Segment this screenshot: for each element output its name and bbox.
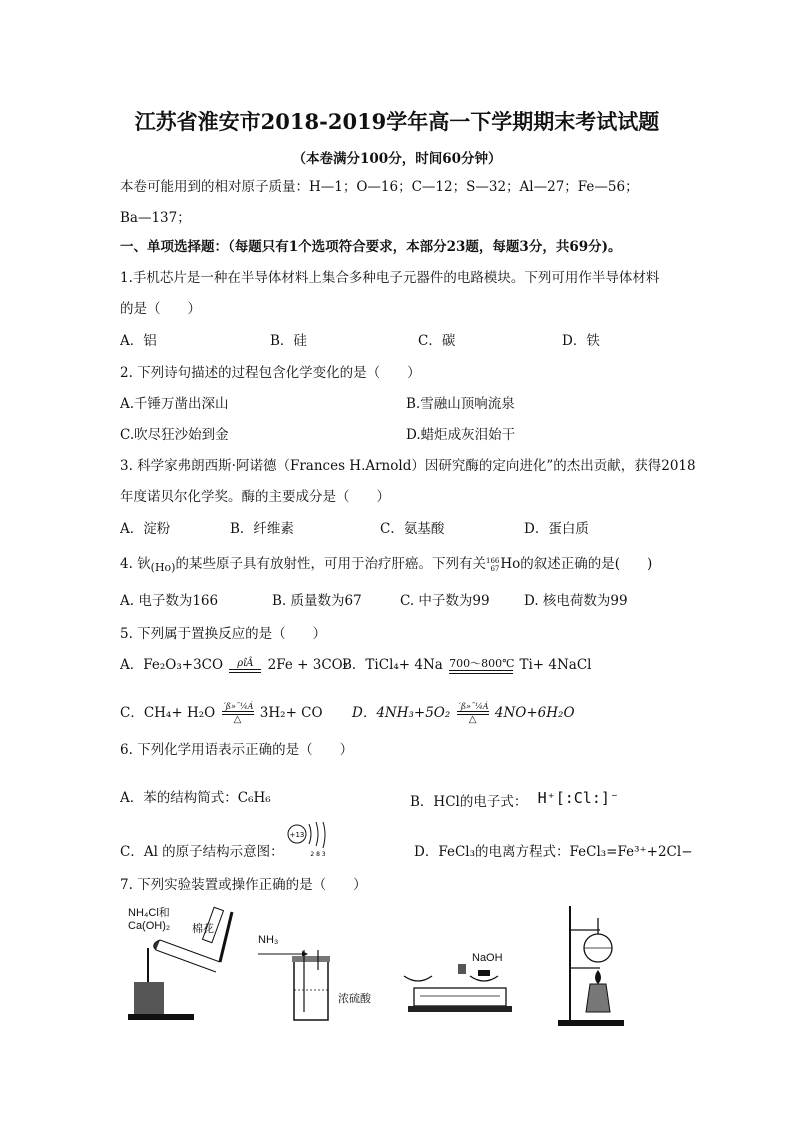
- q5-a-reactants: A．Fe₂O₃+3CO: [120, 657, 224, 673]
- q5-option-a: [120, 656, 348, 674]
- q4-stem-pre: 4. 钬: [120, 556, 151, 572]
- q5-option-b: [342, 656, 591, 674]
- q4-stem-post: 的叙述正确的是( ): [520, 556, 653, 572]
- app1-label-reagent1: NH₄Cl和: [128, 907, 170, 919]
- q5-d-condition: ´ß»¯¼Á: [456, 702, 489, 711]
- right-pan: [470, 976, 498, 981]
- q4-nuclide-numbers: [486, 557, 499, 573]
- bottle-stopper: [292, 956, 330, 962]
- shell-arc-1: [309, 824, 311, 844]
- shell-arc-3: [323, 822, 325, 848]
- tube-bottom-cap: [154, 940, 160, 950]
- atomic-mass-line-2: Ba—137；: [120, 210, 191, 226]
- q6-stem: 6. 下列化学用语表示正确的是（ ）: [120, 742, 354, 758]
- q5-a-products: 2Fe + 3CO₂: [267, 657, 349, 673]
- q5-b-reactants: B．TiCl₄+ 4Na: [342, 657, 443, 673]
- app1-label-reagent2: Ca(OH)₂: [128, 920, 171, 932]
- q5-option-c: [120, 702, 323, 725]
- app2-label-gas: NH₃: [258, 934, 279, 946]
- page-title: 江苏省淮安市2018-2019学年高一下学期期末考试试题: [134, 109, 660, 134]
- q5-option-d: [352, 702, 575, 725]
- app3-label-naoh: NaOH: [472, 952, 503, 964]
- q2-stem: 2. 下列诗句描述的过程包含化学变化的是（ ）: [120, 365, 421, 381]
- apparatus-separatory-stand: [548, 900, 628, 1030]
- section-heading: 一、单项选择题：（每题只有1个选项符合要求，本部分23题，每题3分，共69分)。: [120, 239, 622, 255]
- q7-stem: 7. 下列实验装置或操作正确的是（ ）: [120, 877, 367, 893]
- q5-d-arrow: [457, 702, 489, 725]
- naoh-sample: [478, 970, 490, 976]
- balance-foot: [408, 1006, 512, 1012]
- al-shell-electrons: 2 8 3: [310, 851, 326, 858]
- apparatus-ammonia-generation: [120, 900, 260, 1030]
- q4-ho-paren: (Ho): [150, 561, 176, 574]
- q4-stem: [120, 555, 652, 577]
- q4-stem-mid: 的某些原子具有放射性，可用于治疗肝癌。下列有关: [175, 556, 486, 572]
- q1-option-b: B．硅: [270, 333, 307, 349]
- q5-c-arrow: [222, 702, 254, 725]
- q5-b-equals: [449, 670, 513, 674]
- q3-stem-line1: 3. 科学家弗朗西斯·阿诺德（Frances H.Arnold）因研究酶的定向进化”的杰出贡献，获得2018: [120, 458, 696, 474]
- alcohol-lamp-right: [586, 984, 610, 1012]
- apparatus-gas-washing-bottle: [258, 900, 388, 1030]
- stand-base: [128, 1014, 194, 1020]
- q3-option-a: A．淀粉: [120, 521, 171, 537]
- delivery-tube: [220, 912, 232, 962]
- balance-base: [414, 988, 506, 1006]
- q4-mass-number: 166: [485, 556, 500, 565]
- alcohol-lamp: [134, 982, 164, 1014]
- lamp-flame: [595, 970, 601, 984]
- al-atomic-structure-diagram: [285, 818, 335, 858]
- q3-option-c: C．氨基酸: [380, 521, 445, 537]
- q5-d-reactants: D．4NH₃+5O₂: [352, 705, 451, 721]
- test-tube-bottom: [156, 950, 216, 972]
- q5-c-heat: △: [233, 714, 242, 725]
- q5-d-heat: △: [468, 714, 477, 725]
- q1-option-d: D．铁: [562, 333, 600, 349]
- left-pan: [404, 976, 432, 981]
- q5-b-products: Ti+ 4NaCl: [519, 657, 592, 673]
- q5-b-arrow: [449, 658, 513, 674]
- q4-option-a: A. 电子数为166: [120, 593, 219, 609]
- q5-c-condition: ´ß»¯¼Á: [221, 702, 254, 711]
- q6-b-electron-formula: H⁺[:Cl:]⁻: [537, 789, 619, 807]
- q4-option-b: B. 质量数为67: [272, 593, 362, 609]
- page-subtitle: （本卷满分100分，时间60分钟）: [292, 151, 502, 167]
- pan-support: [458, 964, 466, 974]
- q3-option-b: B．纤维素: [230, 521, 294, 537]
- q1-stem-line2: 的是（ ）: [120, 301, 201, 317]
- q4-symbol: Ho: [500, 556, 521, 572]
- apparatus-balance: [400, 900, 530, 1030]
- q6-c-text: C．Al 的原子结构示意图：: [120, 844, 284, 860]
- q6-option-d: D．FeCl₃的电离方程式：FeCl₃=Fe³⁺+2Cl−: [414, 844, 693, 860]
- app1-label-cotton: 棉花: [192, 923, 214, 935]
- shell-arc-2: [316, 822, 318, 846]
- q6-option-c: [120, 843, 284, 861]
- q3-stem-line2: 年度诺贝尔化学奖。酶的主要成分是（ ）: [120, 489, 390, 505]
- q1-stem-line1: 1.手机芯片是一种在半导体材料上集合多种电子元器件的电路模块。下列可用作半导体材料: [120, 270, 660, 286]
- q1-option-c: C．碳: [418, 333, 456, 349]
- stand-base: [558, 1020, 624, 1026]
- q5-a-arrow: [229, 659, 261, 673]
- q4-option-c: C. 中子数为99: [400, 593, 490, 609]
- q6-b-text: B．HCl的电子式：: [410, 794, 528, 810]
- q2-option-d: D.蜡炬成灰泪始干: [406, 427, 516, 443]
- q4-atomic-number: 67: [490, 564, 500, 573]
- q6-option-b: [410, 789, 619, 811]
- q2-option-a: A.千锤万凿出深山: [120, 396, 229, 412]
- q4-option-d: D. 核电荷数为99: [524, 593, 628, 609]
- al-nucleus-label: +13: [289, 831, 305, 839]
- q5-stem: 5. 下列属于置换反应的是（ ）: [120, 626, 327, 642]
- q5-d-products: 4NO+6H₂O: [494, 705, 575, 721]
- q5-c-products: 3H₂+ CO: [259, 705, 323, 721]
- q3-option-d: D．蛋白质: [524, 521, 589, 537]
- q2-option-b: B.雪融山顶响流泉: [406, 396, 515, 412]
- atomic-mass-line-1: 本卷可能用到的相对原子质量：H—1；O—16；C—12；S—32；Al—27；Fe—56；: [120, 179, 639, 195]
- q2-option-c: C.吹尽狂沙始到金: [120, 427, 229, 443]
- q6-option-a: A．苯的结构简式：C₆H₆: [120, 790, 271, 806]
- q5-a-condition: ρîÂ: [237, 657, 254, 669]
- app2-label-acid: 浓硫酸: [338, 993, 371, 1005]
- q5-b-condition: 700～800℃: [449, 656, 515, 670]
- test-tube-top: [160, 940, 220, 962]
- q5-a-equals: [229, 669, 261, 673]
- q5-c-reactants: C．CH₄+ H₂O: [120, 705, 216, 721]
- bottle-body: [294, 962, 328, 1020]
- q1-option-a: A．铝: [120, 333, 157, 349]
